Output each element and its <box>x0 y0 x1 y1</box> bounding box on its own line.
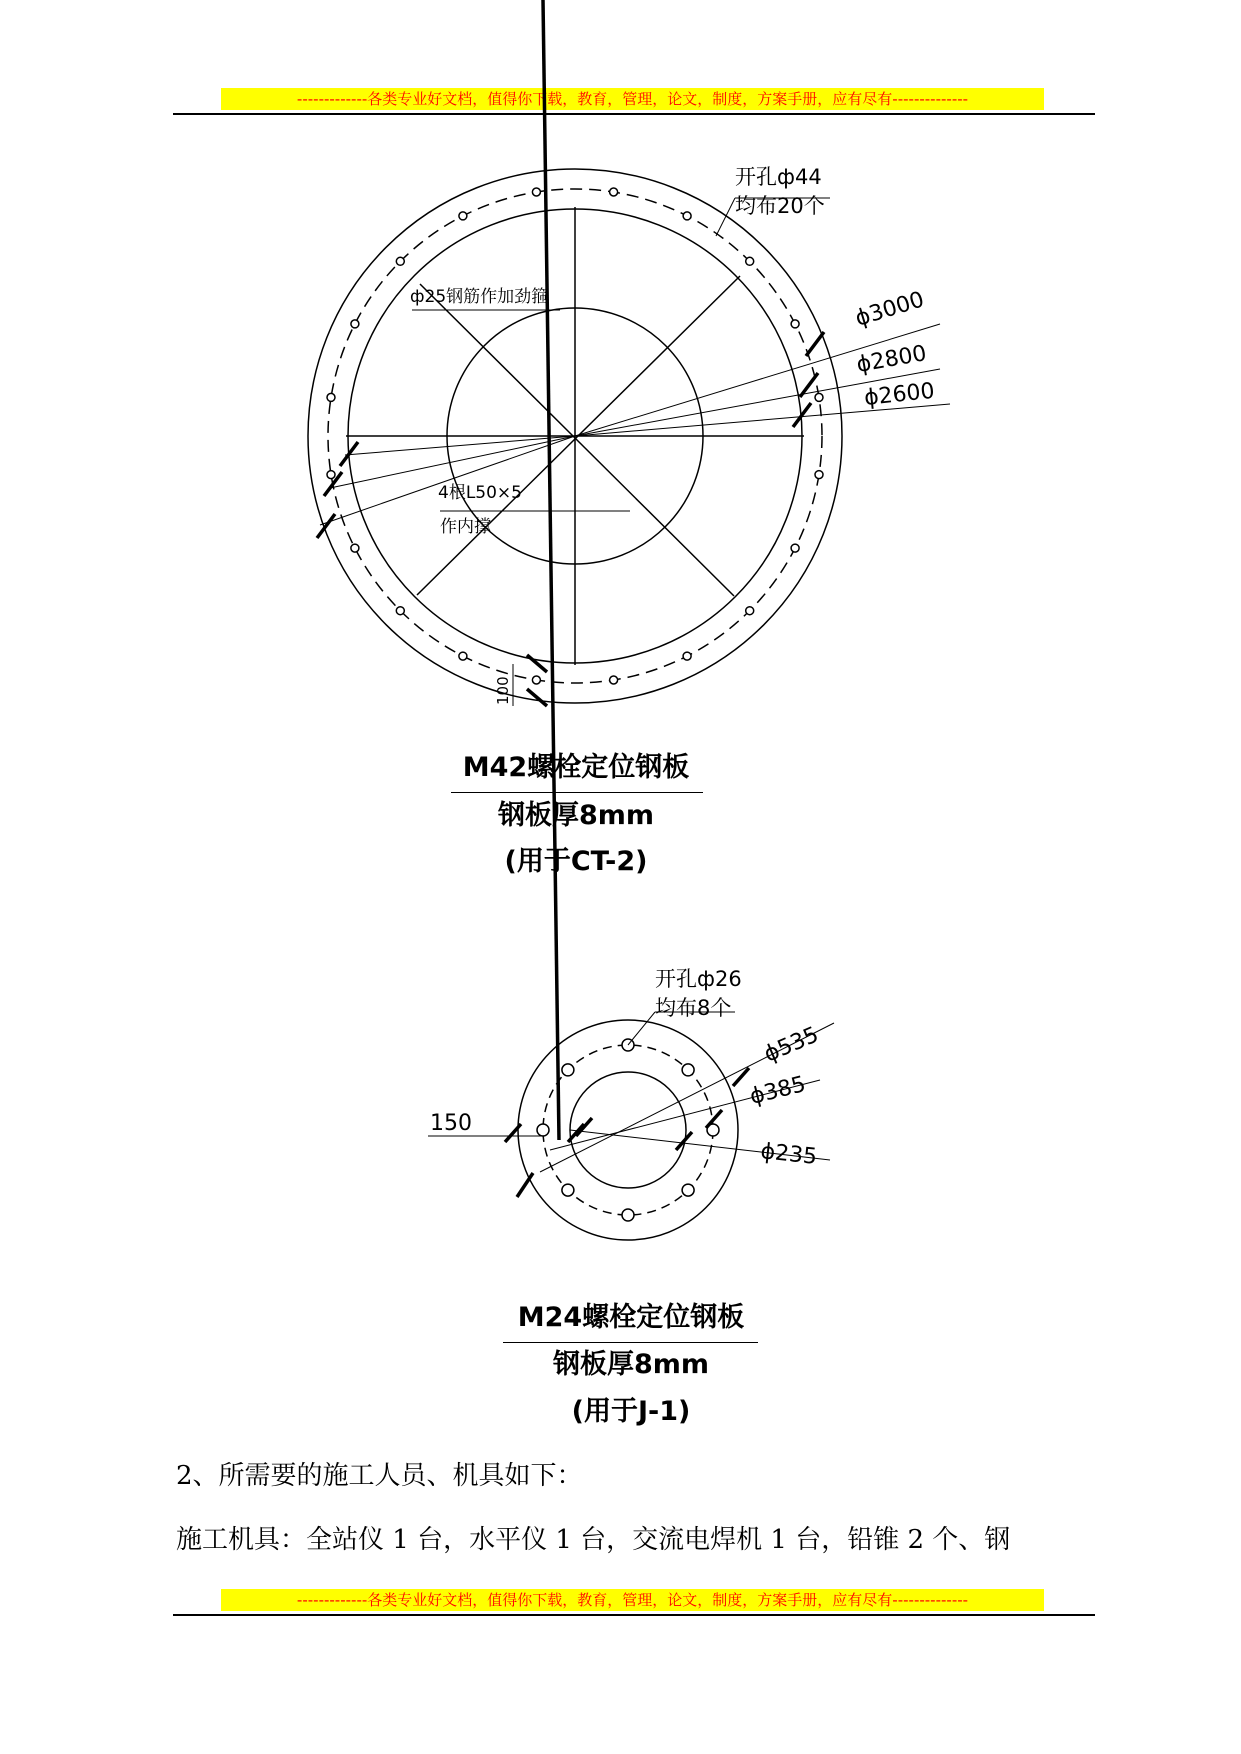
bolt-hole <box>682 1184 694 1196</box>
caption2-usage: (用于J-1) <box>571 1396 691 1427</box>
footer-rule <box>173 1614 1095 1616</box>
dim-150-value: 150 <box>430 1111 472 1136</box>
bolt-hole <box>815 393 823 401</box>
bolt-hole <box>746 607 754 615</box>
hole-note-2-line2: 均布8个 <box>655 996 732 1020</box>
bolt-hole <box>351 320 359 328</box>
header-banner: -------------各类专业好文档，值得你下载，教育，管理，论文，制度，方案手册，应有尽有-------------- <box>221 88 1044 110</box>
bolt-hole <box>791 544 799 552</box>
diameter-535: ϕ535 <box>760 1022 823 1068</box>
bolt-hole <box>610 676 618 684</box>
dim-small-value: 100 <box>494 676 512 705</box>
bolt-hole <box>682 1064 694 1076</box>
hole-note-2-line1: 开孔ф26 <box>655 967 742 991</box>
bolt-hole <box>537 1124 549 1136</box>
caption2-title: M24螺栓定位钢板 <box>517 1302 745 1333</box>
diameter-2600: ϕ2600 <box>863 378 936 411</box>
bolt-hole <box>532 188 540 196</box>
drawing-m24-labels <box>430 967 822 1170</box>
bolt-hole <box>396 607 404 615</box>
bolt-hole <box>562 1064 574 1076</box>
bolt-hole <box>746 257 754 265</box>
drawing-m42-labels <box>410 165 936 705</box>
caption2-rule <box>503 1342 758 1343</box>
bolt-hole <box>327 393 335 401</box>
brace-note-line1: 4根L50×5 <box>438 483 522 503</box>
bolt-hole <box>683 212 691 220</box>
bolt-hole <box>459 212 467 220</box>
rebar-note: ф25钢筋作加劲箍 <box>410 287 549 307</box>
caption1-rule <box>451 792 703 793</box>
bolt-hole <box>622 1209 634 1221</box>
bolt-hole <box>327 471 335 479</box>
bolt-hole <box>562 1184 574 1196</box>
footer-banner: -------------各类专业好文档，值得你下载，教育，管理，论文，制度，方案手册，应有尽有-------------- <box>221 1589 1044 1611</box>
caption1-usage: (用于CT-2) <box>504 846 648 877</box>
dim-line-left-2 <box>330 436 575 488</box>
bolt-hole <box>610 188 618 196</box>
hole-note-line1: 开孔ф44 <box>735 165 822 189</box>
bolt-hole <box>351 544 359 552</box>
bolt-hole <box>396 257 404 265</box>
diameter-3000: ϕ3000 <box>852 287 928 332</box>
bolt-hole <box>815 471 823 479</box>
hole-note-line2: 均布20个 <box>735 194 825 218</box>
caption1-title: M42螺栓定位钢板 <box>462 752 690 783</box>
bolt-hole <box>791 320 799 328</box>
caption2-thickness: 钢板厚8mm <box>552 1349 710 1380</box>
dimension-ticks <box>317 332 824 706</box>
leader-hole-note-2 <box>628 1012 655 1045</box>
diameter-235: ϕ235 <box>759 1139 819 1170</box>
dim-line-left-3 <box>345 436 575 455</box>
dim-line-2600 <box>575 404 950 436</box>
leader-hole-note <box>716 198 735 236</box>
brace-note-line2: 作内撑 <box>440 517 491 537</box>
tools-line: 施工机具：全站仪 1 台，水平仪 1 台，交流电焊机 1 台，铅锥 2 个、钢 <box>176 1525 1011 1555</box>
bolt-hole <box>532 676 540 684</box>
section-heading: 2、所需要的施工人员、机具如下： <box>176 1461 583 1491</box>
brace-diagonal-1 <box>420 284 734 596</box>
diameter-2800: ϕ2800 <box>854 341 929 378</box>
bolt-hole <box>459 652 467 660</box>
caption1-thickness: 钢板厚8mm <box>497 800 655 831</box>
diameter-385: ϕ385 <box>747 1071 809 1110</box>
bolt-hole <box>683 652 691 660</box>
dim-line-3000 <box>575 324 940 436</box>
drawing-m42-plate <box>308 169 950 706</box>
